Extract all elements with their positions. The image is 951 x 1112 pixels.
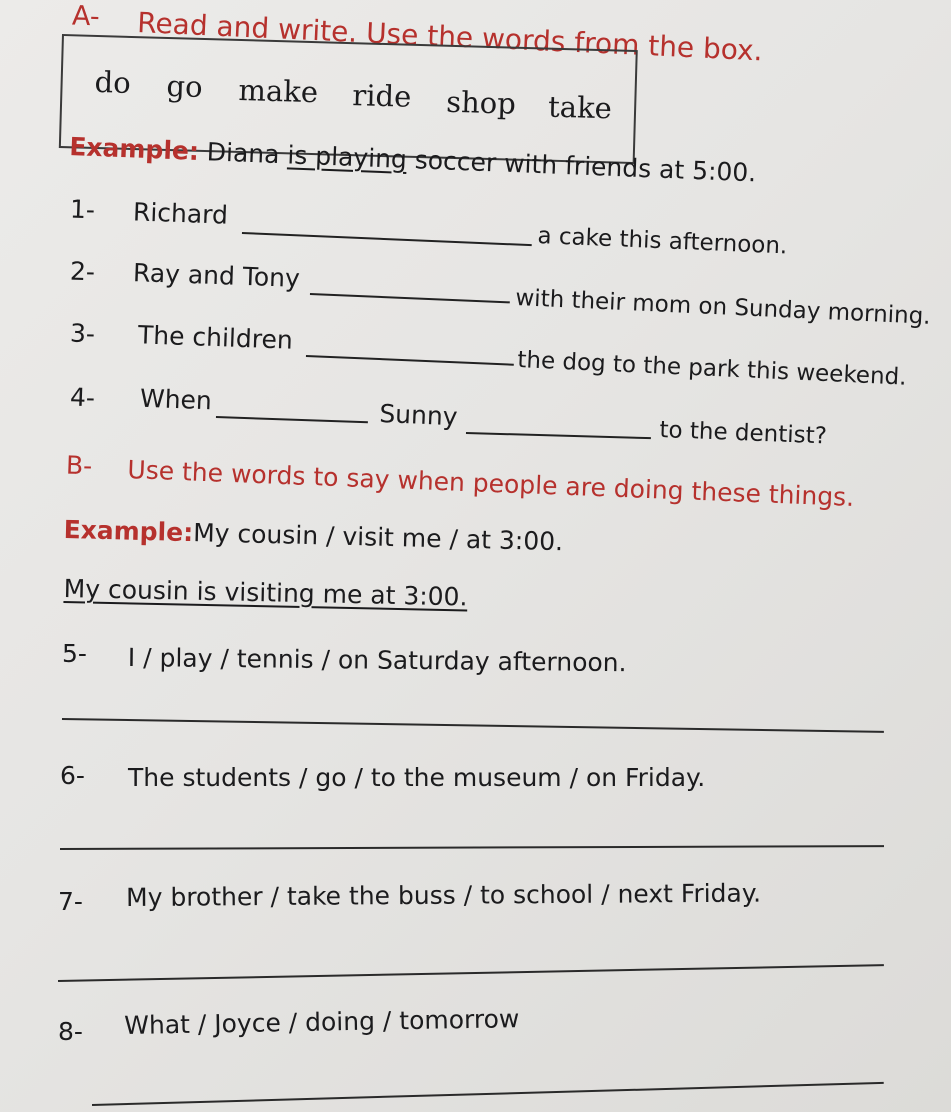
item-3-number: 3- bbox=[69, 318, 96, 349]
word-ride: ride bbox=[351, 78, 412, 114]
item-5-answer-line[interactable] bbox=[62, 718, 884, 733]
example-label: Example: bbox=[68, 132, 200, 166]
section-a-heading: Read and write. Use the words from the box. bbox=[136, 6, 764, 68]
word-make: make bbox=[238, 72, 319, 110]
item-4-blank-1[interactable] bbox=[216, 416, 368, 423]
item-2-blank[interactable] bbox=[310, 293, 510, 303]
item-7-answer-line[interactable] bbox=[58, 964, 884, 982]
item-5-prompt: I / play / tennis / on Saturday afternoon. bbox=[127, 643, 627, 678]
item-2-subject: Ray and Tony bbox=[132, 258, 301, 293]
item-8-number: 8- bbox=[58, 1017, 83, 1046]
section-a-number: A- bbox=[71, 0, 101, 33]
item-5-number: 5- bbox=[62, 639, 87, 668]
item-4-subject: When bbox=[139, 383, 213, 416]
example-subject: Diana bbox=[206, 137, 281, 170]
item-1-subject: Richard bbox=[132, 197, 229, 230]
word-shop: shop bbox=[445, 84, 517, 121]
item-6-answer-line[interactable] bbox=[60, 845, 884, 850]
item-4-blank-2[interactable] bbox=[466, 432, 651, 439]
item-4-rest: to the dentist? bbox=[659, 417, 828, 450]
item-1-rest: a cake this afternoon. bbox=[536, 223, 788, 260]
example-rest: soccer with friends at 5:00. bbox=[414, 145, 757, 188]
item-6-prompt: The students / go / to the museum / on Friday. bbox=[128, 763, 706, 792]
section-b-number: B- bbox=[65, 450, 93, 481]
item-3-rest: the dog to the park this weekend. bbox=[516, 347, 908, 391]
word-go: go bbox=[166, 68, 204, 104]
item-7-prompt: My brother / take the buss / to school / next Friday. bbox=[125, 878, 762, 912]
example-b-label: Example: bbox=[63, 515, 194, 548]
item-7-number: 7- bbox=[58, 887, 83, 916]
item-2-rest: with their mom on Sunday morning. bbox=[514, 285, 932, 330]
word-do: do bbox=[94, 64, 132, 100]
item-3-blank[interactable] bbox=[306, 355, 514, 366]
item-1-number: 1- bbox=[69, 194, 96, 225]
item-1-blank[interactable] bbox=[242, 232, 532, 246]
example-b-prompt: My cousin / visit me / at 3:00. bbox=[192, 518, 564, 557]
section-b-example bbox=[63, 515, 563, 556]
item-6-number: 6- bbox=[60, 761, 85, 790]
example-b-answer: My cousin is visiting me at 3:00. bbox=[63, 574, 468, 612]
item-8-prompt: What / Joyce / doing / tomorrow bbox=[123, 1004, 520, 1040]
item-4-middle: Sunny bbox=[378, 399, 459, 432]
section-b-heading: Use the words to say when people are doing these things. bbox=[126, 455, 855, 512]
example-answer: is playing bbox=[286, 140, 408, 174]
item-8-answer-line[interactable] bbox=[92, 1082, 884, 1106]
item-4-number: 4- bbox=[69, 382, 96, 413]
word-take: take bbox=[547, 89, 613, 126]
item-3-subject: The children bbox=[137, 320, 294, 355]
item-2-number: 2- bbox=[69, 256, 96, 287]
